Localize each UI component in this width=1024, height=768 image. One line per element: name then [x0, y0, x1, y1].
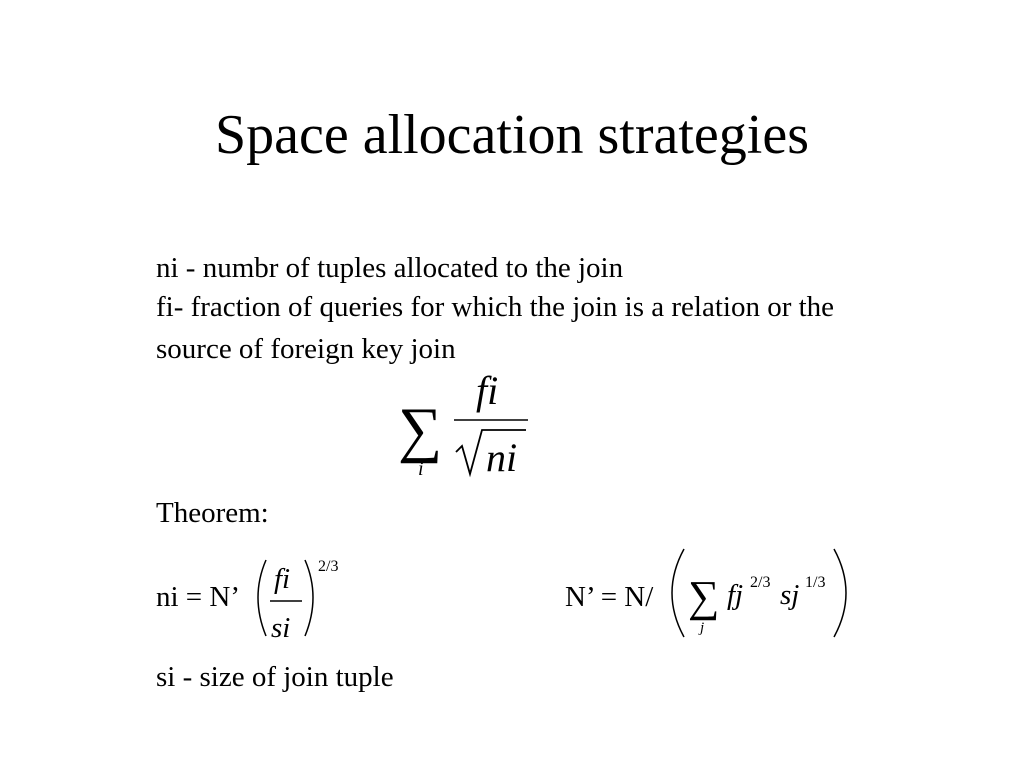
ni-definition: ni - numbr of tuples allocated to the join: [156, 252, 624, 284]
nprime-term1-exponent: 2/3: [750, 574, 771, 591]
ni-exponent: 2/3: [318, 558, 339, 575]
fi-definition-line-2: source of foreign key join: [156, 333, 456, 365]
ni-left-paren: [258, 560, 266, 636]
slide-title: [0, 100, 1024, 170]
objective-sum-index: i: [418, 458, 424, 480]
slide-title-text: Space allocation strategies: [215, 104, 809, 166]
ni-formula-lhs: ni = N’: [156, 581, 241, 613]
ni-fraction-denominator: si: [271, 612, 291, 644]
ni-right-paren: [305, 560, 313, 636]
nprime-sum-symbol: ∑: [688, 572, 720, 621]
objective-radical-sign: [456, 430, 526, 474]
si-definition: si - size of join tuple: [156, 661, 394, 693]
objective-formula: [398, 368, 528, 480]
theorem-label: Theorem:: [156, 497, 269, 529]
nprime-formula-lhs: N’ = N/: [565, 581, 654, 613]
nprime-term2-base: sj: [780, 579, 800, 611]
objective-sum-symbol: ∑: [398, 396, 443, 464]
nprime-term2-exponent: 1/3: [805, 574, 826, 591]
fi-definition-line-1: fi- fraction of queries for which the join is a relation or the: [156, 291, 835, 323]
nprime-formula: [672, 549, 846, 637]
objective-numerator: fi: [476, 368, 499, 413]
nprime-sum-index: j: [700, 620, 705, 636]
nprime-term1-base: fj: [727, 579, 744, 611]
nprime-right-paren: [834, 549, 846, 637]
nprime-left-paren: [672, 549, 684, 637]
ni-fraction-numerator: fi: [274, 563, 291, 595]
ni-formula: [258, 558, 338, 644]
objective-radicand: ni: [486, 435, 518, 480]
